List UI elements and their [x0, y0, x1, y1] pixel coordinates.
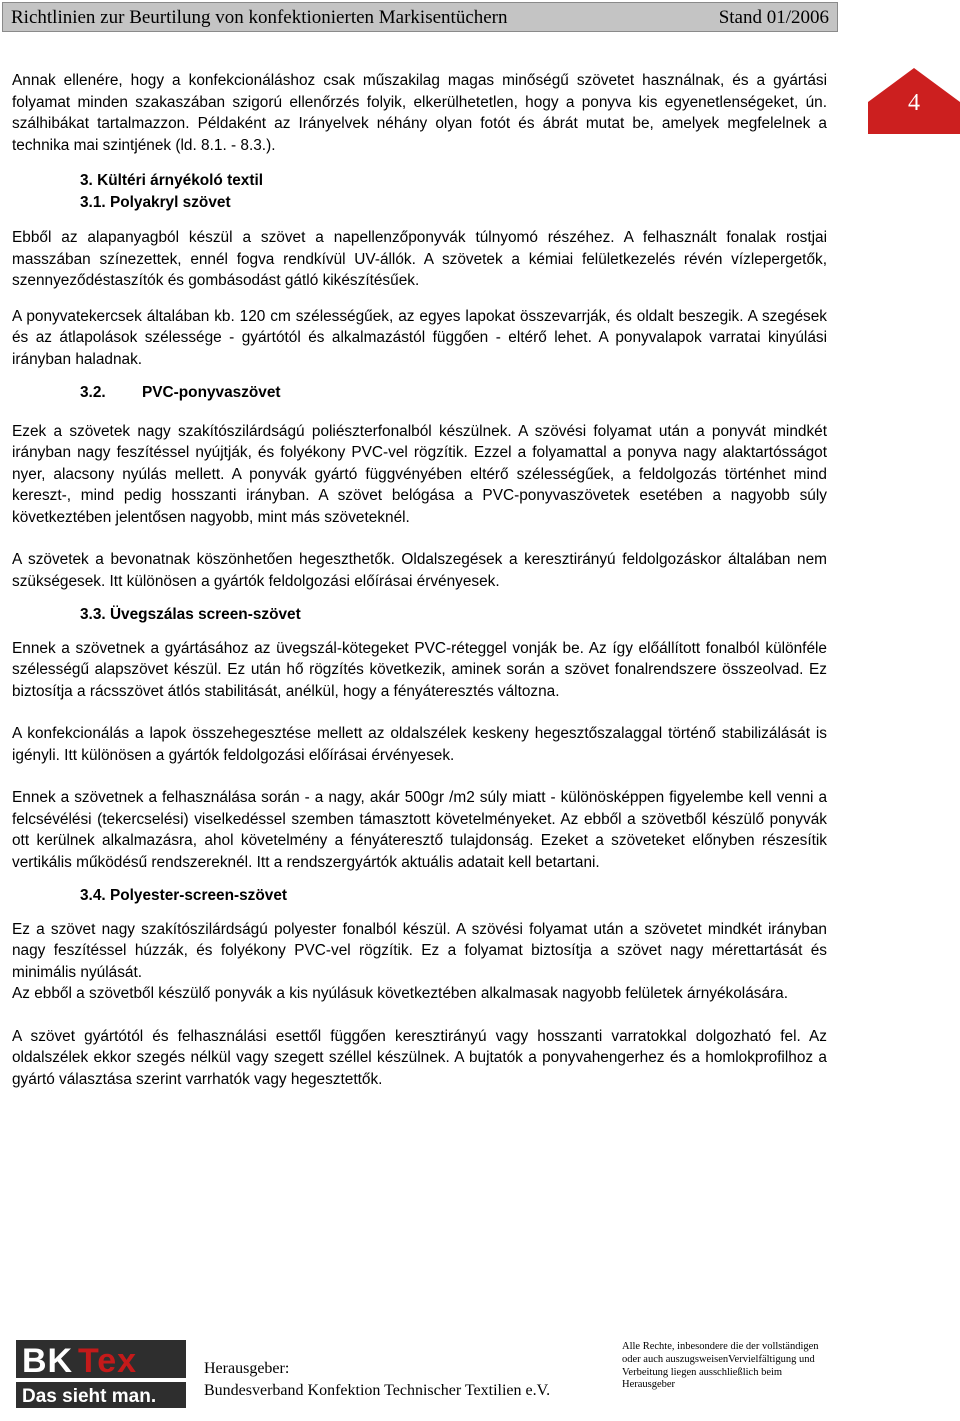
paragraph-3-4-b: Az ebből a szövetből készülő ponyvák a kis nyúlásuk következtében alkalmasak nagyobb felületek árnyékolására.: [12, 985, 788, 1002]
paragraph-3-1-a: Ebből az alapanyagból készül a szövet a napellenzőponyvák túlnyomó részéhez. A felhasznált fonalak rostjai masszában színezettek, ennél fogva rendkívül UV-állók. A szövetek a kémiai felületkezelés révén vízlepergetők, szennyeződéstaszítók és gombásodást gátló kikészítésűek.: [12, 229, 827, 289]
intro-paragraph: Annak ellenére, hogy a konfekcionáláshoz csak műszakilag magas minőségű szövetet használnak, és a gyártási folyamat minden szakaszában szigorú ellenőrzés folyik, elkerülhetetlen, hogy a ponyva kis egyenetlenségeket, ún. szálhibákat tartalmazzon. Példaként az Irányelvek néhány olyan fotót és ábrát mutat be, amelyek megfelelnek a technika mai szintjének (ld. 8.1. - 8.3.).: [12, 72, 827, 154]
page-header: [2, 2, 838, 32]
document-body: [12, 70, 827, 1090]
paragraph-3-1-b: A ponyvatekercsek általában kb. 120 cm szélességűek, az egyes lapokat összevarrják, és oldalt beszegik. A szegések és az átlapolások szélessége - gyártótól és alkalmazástól függően - eltérő lehet. A ponyvalapok varratai kinyúlási irányban haladnak.: [12, 307, 827, 368]
section-number-3-2: 3.2.: [80, 384, 106, 401]
document-stand: Stand 01/2006: [718, 7, 829, 28]
section-heading-3-2: [12, 382, 827, 404]
svg-text:BK: BK: [22, 1342, 74, 1380]
section-title-3-2: PVC-ponyvaszövet: [142, 384, 281, 401]
paragraph-3-3-b: A konfekcionálás a lapok összehegesztése mellett az oldalszélek keskeny hegesztőszalaggal történő stabilizálását is igényli. Itt különösen a gyártók feldolgozási előírásai érvényesek.: [12, 725, 827, 764]
paragraph-3-2-b: A szövetek a bevonatnak köszönhetően hegeszthetők. Oldalszegések a keresztirányú feldolgozáskor általában nem szükségesek. Itt különösen a gyártók feldolgozási előírásai érvényesek.: [12, 551, 827, 590]
page-footer: [0, 1330, 960, 1421]
rights-notice: Alle Rechte, inbesondere die der vollständigen oder auch auszugsweisenVervielfältigung und Verbeitung liegen ausschließlich beim Herausgeber: [622, 1341, 819, 1391]
paragraph-3-2-a: Ezek a szövetek nagy szakítószilárdságú poliészterfonalból készülnek. A szövési folyamat után a ponyvát mindkét irányban nagy feszítéssel nyújtják, és folyékony PVC-vel rögzítik. Ezzel a folyamattal a ponyva nagy alaktartósságot nyer, alacsony nyúlás mellett. A ponyvák gyártó függvényében eltérő szélességűek, a feldolgozás történhet mind kereszt-, mind pedig hosszanti irányban. A szövet belógása a PVC-ponyvaszövetek esetében a nagyobb súly következtében jelentősen nagyobb, mint más szöveteknél.: [12, 422, 827, 526]
document-title: Richtlinien zur Beurtilung von konfektionierten Markisentüchern: [11, 7, 508, 28]
paragraph-3-3-c: Ennek a szövetnek a felhasználása során - a nagy, akár 500gr /m2 súly miatt - különösképpen figyelembe kell venni a felcsévélési (tekercselési) viselkedéssel szemben támasztott követelményeket. Az ebből a szövetből készülő ponyvák ott kerülnek alkalmazásra, ahol követelmény a fényáteresztő tulajdonság. Ezeket a szöveteket előnyben részesítik vertikális működésű rendszereknél. Itt a rendszergyártók aktuális adatait kell betartani.: [12, 789, 827, 871]
bktex-logo-icon: [12, 1334, 190, 1414]
bktex-logo: [12, 1334, 190, 1414]
section-heading-3-3: 3.3. Üvegszálas screen-szövet: [80, 606, 301, 623]
paragraph-3-4-c: A szövet gyártótól és felhasználási esettől függően keresztirányú vagy hosszanti varratokkal dolgozható fel. Az oldalszélek ekkor szegés nélkül vagy szegett széllel készülnek. A bujtatók a ponyvahengerhez és a homlokprofilhoz a gyártó választása szerint varrhatók vagy hegesztettők.: [12, 1027, 827, 1088]
page-number: 4: [908, 90, 920, 116]
svg-text:Das sieht man.: Das sieht man.: [22, 1386, 157, 1407]
section-heading-3-1: 3.1. Polyakryl szövet: [80, 193, 231, 211]
publisher-label: Herausgeber:: [204, 1360, 290, 1377]
paragraph-3-4-a: Ez a szövet nagy szakítószilárdságú polyester fonalból készül. A szövési folyamat után a szövetet mindkét irányban nagy feszítéssel húzzák, és folyékony PVC-vel rögzítik. Ez a folyamat biztosítja a szövet nagy mérettartását és minimális nyúlását.: [12, 920, 827, 981]
page-number-badge: [868, 68, 960, 134]
section-heading-3: 3. Kültéri árnyékoló textil: [80, 172, 264, 189]
publisher-name: Bundesverband Konfektion Technischer Textilien e.V.: [204, 1382, 551, 1399]
section-heading-3-4: 3.4. Polyester-screen-szövet: [80, 887, 288, 904]
paragraph-3-3-a: Ennek a szövetnek a gyártásához az üvegszál-kötegeket PVC-réteggel vonják be. Az így előállított fonalból különféle szélességű alapszövet készül. Ez után hő rögzítés következik, aminek során a szövet fonalrendszere összeolvad. Ez biztosítja a rácsszövet átlós stabilitását, anélkül, hogy a fényáteresztés változna.: [12, 639, 827, 700]
svg-text:Tex: Tex: [78, 1342, 138, 1380]
